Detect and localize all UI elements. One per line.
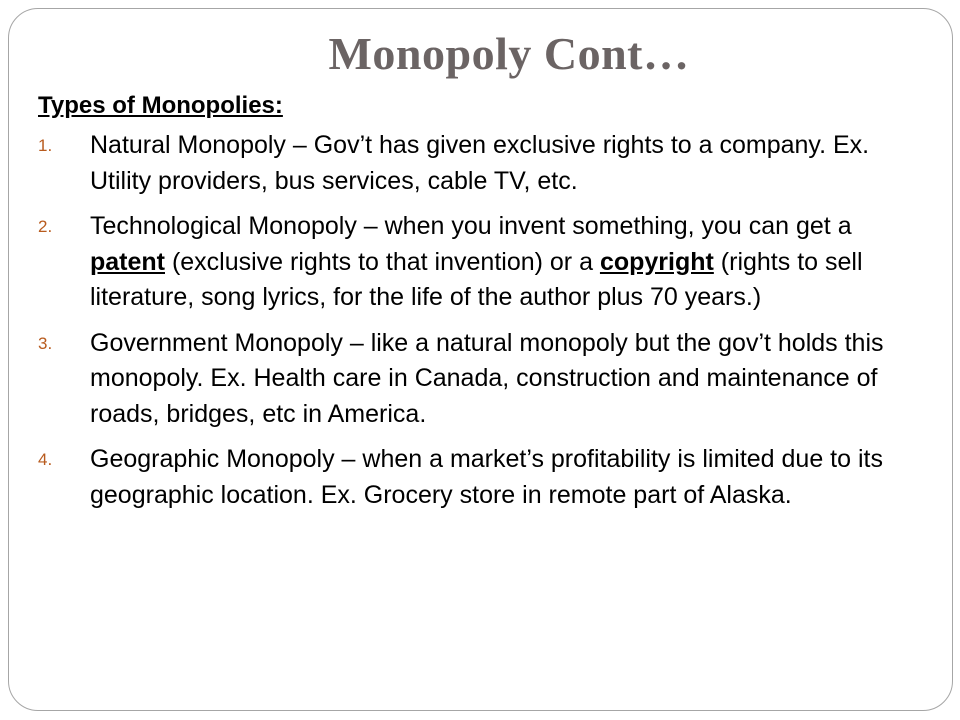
list-item-text: Natural Monopoly – Gov’t has given exclusive rights to a company. Ex. Utility providers, bus services, cable TV, etc. [90, 131, 870, 195]
list-item [38, 128, 928, 199]
list-item-text: Government Monopoly – like a natural monopoly but the gov’t holds this monopoly. Ex. Health care in Canada, construction and maintenance of roads, bridges, etc in America. [90, 328, 884, 428]
term-copyright: copyright [599, 247, 714, 276]
list-item [38, 209, 928, 316]
monopoly-types-list [38, 128, 928, 513]
list-item-text: Geographic Monopoly – when a market’s profitability is limited due to its geographic location. Ex. Grocery store in remote part of Alaska. [90, 445, 883, 509]
list-item-text: (exclusive rights to that invention) or a [165, 247, 600, 276]
list-item [38, 442, 928, 513]
list-number: 3. [38, 333, 53, 353]
list-item-text: (rights to sell literature, song lyrics, for the life of the author plus 70 years.) [90, 247, 863, 311]
section-heading: Types of Monopolies: [38, 92, 283, 119]
slide-frame [8, 8, 953, 711]
list-number: 1. [38, 136, 53, 155]
slide-body [38, 89, 928, 523]
slide-title: Monopoly Cont… [328, 28, 690, 79]
list-number: 2. [38, 217, 53, 236]
term-patent: patent [90, 247, 165, 276]
list-number: 4. [38, 450, 53, 469]
list-item [38, 326, 928, 433]
list-item-text: Technological Monopoly – when you invent something, you can get a [90, 212, 852, 240]
